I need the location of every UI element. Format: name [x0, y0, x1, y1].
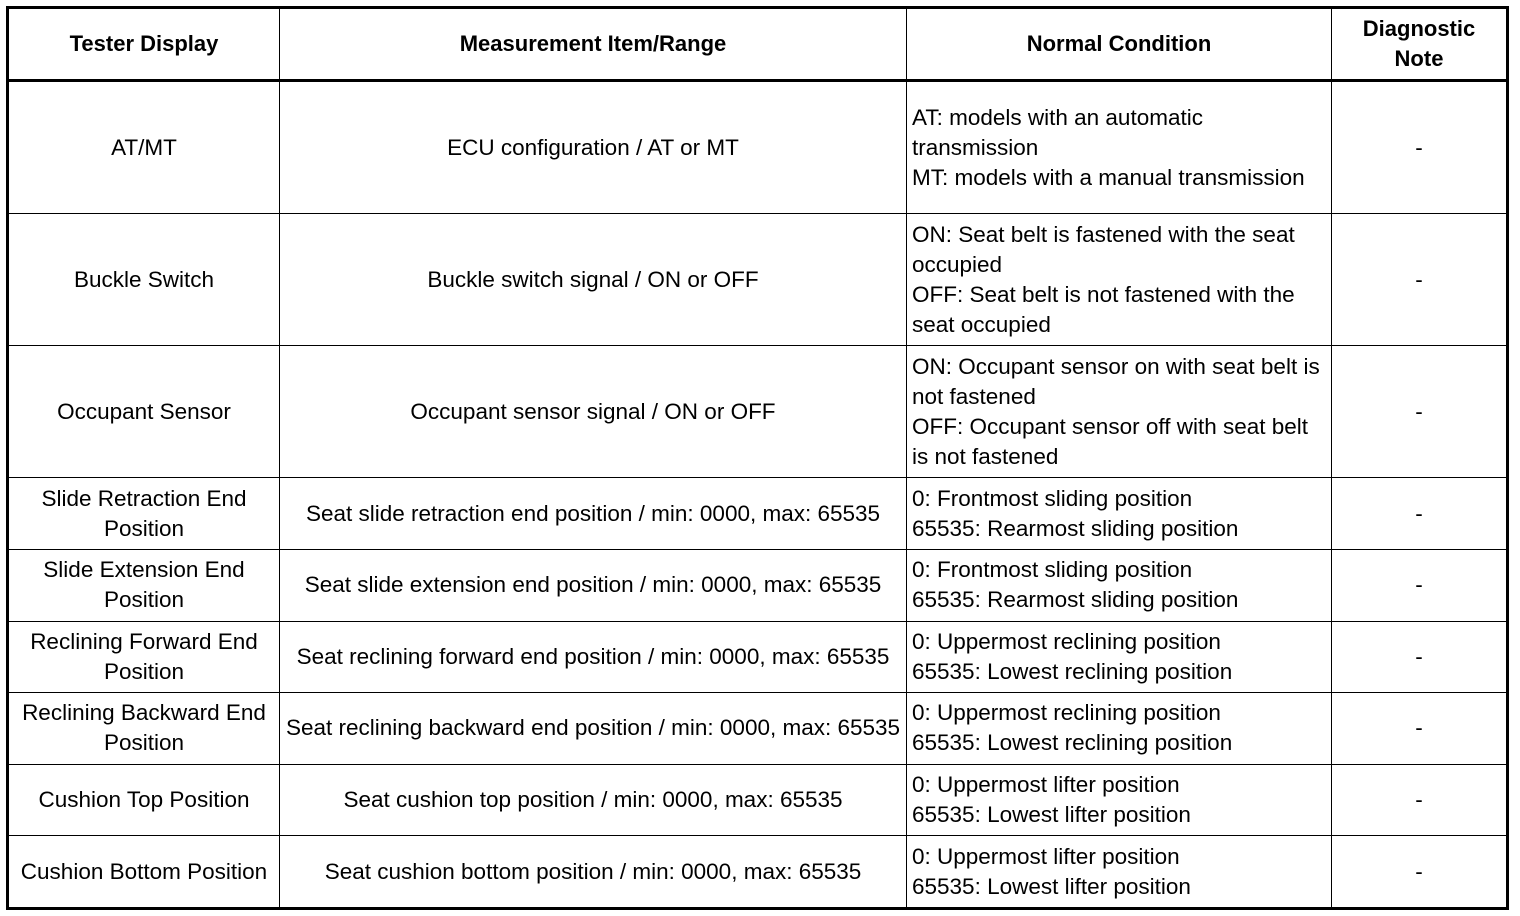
header-normal-condition: Normal Condition	[907, 8, 1332, 81]
header-row	[8, 8, 1508, 81]
cell-tester-display: Slide Extension End Position	[8, 549, 280, 621]
normal-condition-line: 65535: Rearmost sliding position	[912, 515, 1239, 541]
cell-normal-condition	[907, 549, 1332, 621]
cell-measurement: ECU configuration / AT or MT	[280, 81, 907, 214]
cell-tester-display: Cushion Bottom Position	[8, 836, 280, 909]
cell-tester-display: Cushion Top Position	[8, 764, 280, 836]
cell-normal-condition	[907, 346, 1332, 478]
normal-condition-line: 65535: Lowest reclining position	[912, 658, 1233, 684]
cell-tester-display: Reclining Forward End Position	[8, 621, 280, 693]
cell-diagnostic-note: -	[1332, 346, 1508, 478]
cell-tester-display: Slide Retraction End Position	[8, 478, 280, 550]
cell-normal-condition	[907, 81, 1332, 214]
table-row	[8, 214, 1508, 346]
cell-measurement: Seat cushion top position / min: 0000, max: 65535	[280, 764, 907, 836]
normal-condition-line: AT: models with an automatic transmission	[912, 104, 1203, 160]
cell-diagnostic-note: -	[1332, 478, 1508, 550]
cell-normal-condition	[907, 764, 1332, 836]
normal-condition-line: 65535: Lowest lifter position	[912, 802, 1191, 828]
normal-condition-line: MT: models with a manual transmission	[912, 164, 1305, 190]
data-table	[6, 6, 1509, 910]
header-diagnostic-note: Diagnostic Note	[1332, 8, 1508, 81]
cell-diagnostic-note: -	[1332, 764, 1508, 836]
table-row	[8, 836, 1508, 909]
cell-normal-condition	[907, 621, 1332, 693]
cell-measurement: Seat slide retraction end position / min: 0000, max: 65535	[280, 478, 907, 550]
normal-condition-line: OFF: Seat belt is not fastened with the seat occupied	[912, 281, 1295, 337]
table-row	[8, 346, 1508, 478]
cell-normal-condition	[907, 478, 1332, 550]
cell-tester-display: Buckle Switch	[8, 214, 280, 346]
table-row	[8, 621, 1508, 693]
normal-condition-line: 0: Uppermost reclining position	[912, 628, 1221, 654]
table-header	[8, 8, 1508, 81]
normal-condition-line: 65535: Lowest lifter position	[912, 873, 1191, 899]
cell-measurement: Seat reclining backward end position / min: 0000, max: 65535	[280, 693, 907, 765]
normal-condition-line: OFF: Occupant sensor off with seat belt is not fastened	[912, 413, 1309, 469]
normal-condition-line: 0: Uppermost reclining position	[912, 700, 1221, 726]
normal-condition-line: 0: Frontmost sliding position	[912, 485, 1193, 511]
normal-condition-line: 0: Uppermost lifter position	[912, 843, 1180, 869]
cell-diagnostic-note: -	[1332, 549, 1508, 621]
cell-diagnostic-note: -	[1332, 693, 1508, 765]
cell-diagnostic-note: -	[1332, 836, 1508, 909]
table-row	[8, 478, 1508, 550]
table-row	[8, 549, 1508, 621]
table-row	[8, 81, 1508, 214]
cell-diagnostic-note: -	[1332, 214, 1508, 346]
cell-tester-display: Reclining Backward End Position	[8, 693, 280, 765]
table-row	[8, 693, 1508, 765]
normal-condition-line: ON: Occupant sensor on with seat belt is not fastened	[912, 353, 1320, 409]
cell-normal-condition	[907, 693, 1332, 765]
cell-measurement: Buckle switch signal / ON or OFF	[280, 214, 907, 346]
normal-condition-line: ON: Seat belt is fastened with the seat occupied	[912, 221, 1295, 277]
cell-measurement: Occupant sensor signal / ON or OFF	[280, 346, 907, 478]
cell-normal-condition	[907, 214, 1332, 346]
cell-tester-display: AT/MT	[8, 81, 280, 214]
header-tester-display: Tester Display	[8, 8, 280, 81]
header-measurement-item-range: Measurement Item/Range	[280, 8, 907, 81]
cell-diagnostic-note: -	[1332, 621, 1508, 693]
cell-diagnostic-note: -	[1332, 81, 1508, 214]
cell-normal-condition	[907, 836, 1332, 909]
cell-tester-display: Occupant Sensor	[8, 346, 280, 478]
table-row	[8, 764, 1508, 836]
normal-condition-line: 65535: Rearmost sliding position	[912, 587, 1239, 613]
normal-condition-line: 0: Uppermost lifter position	[912, 772, 1180, 798]
table-body	[8, 81, 1508, 909]
cell-measurement: Seat cushion bottom position / min: 0000, max: 65535	[280, 836, 907, 909]
normal-condition-line: 65535: Lowest reclining position	[912, 730, 1233, 756]
cell-measurement: Seat reclining forward end position / min: 0000, max: 65535	[280, 621, 907, 693]
normal-condition-line: 0: Frontmost sliding position	[912, 557, 1193, 583]
cell-measurement: Seat slide extension end position / min: 0000, max: 65535	[280, 549, 907, 621]
